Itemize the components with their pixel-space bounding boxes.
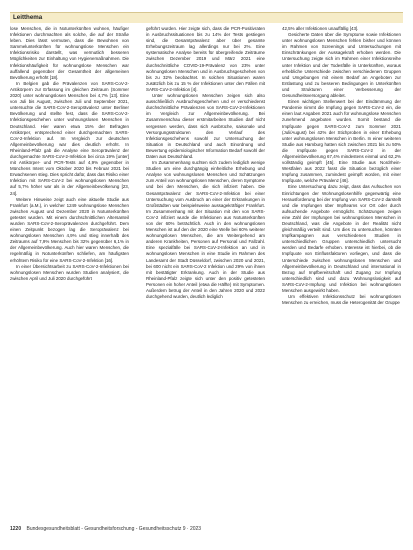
rubric-bar [10, 12, 403, 23]
page-number: 1220 [10, 526, 22, 532]
paragraph: Unter wohnungslosen Menschen zeigen sich also ausschließlich Ausbruchsgeschehen und er verschiedenst durchschnittliche Prävalenzen von SARS-CoV-2-Infektionen im Vergleich zur Allgemeinbevölkerung. Bei Zusammenschau dieser erstmitarbeiten Studien darf nicht vergessen werden, dass sich Ausbrüche, saisonale und Versorgungsstrukturen den Verlauf des Infektionsgeschehens sowohl zur Untersuchung der Situation in Deutschland und auch Einordnung und Bewertung epidemiologischer Information Bedarf sowohl der Daten aus Deutschland. [146, 93, 265, 159]
paragraph: geführt wurden. Hier zeigte sich, dass die PCR-Positivraten in Ausbruchssituationen bis zu 14% der Tests gestiegen sind, die Gesamtprävalenz aber über gesamte Erhebungszeitraum lag allerdings nur bei 2%. Eine systematische Analyse bereits für übergreifende Zeiträume zwischen Dezember 2019 und März 2021 eine durchschnittliche COVID-19-Prävalenz von 23% unter wohnungslosen Menschen und in Ausbruchsgeschehen von bis zu 32% beobachtet. In solchen Situationen waren zusätzlich bis zu 15 % der Infektionen unter den Fällen mit SARS-CoV-2-Infektion [4]. [146, 26, 265, 92]
paragraph: In einer Übersichtsarbeit zu SARS-CoV-2-Infektionen bei wohnungslosen Menschen wurden Studien analysiert, die zwischen April und Juli 2020 durchgeführt [10, 263, 129, 281]
paragraph: Um effektiven Infektionsschutz bei wohnungslosen Menschen zu erreichen, muss die Heterogenität der Gruppe [282, 294, 401, 306]
paragraph: Eine Untersuchung dazu zeigt, dass das Aufsuchen von Einrichtungen der Wohnungslosenhilfe gegenwärtig eine Herausforderung bei der Impfung von SARS-CoV-2 darstellt und die Impfungen über Impfteams vor Ort oder durch aufsuchende Angebote ermöglicht. Schätzungen zeigen eine Zahl der Impfungen bei wohnungslosen Menschen in Deutschland, was die Angebote in der Realität nicht gleichmäßig verteilt sind. Um dies zu untersuchen, könnten Impfkampagnen aus verschiedenen Studien in unterschiedlichen Gruppen unterschiedlich untersucht werden und Bedarfe erhoben. Interesse ist hierbei, ob die Impfquote von Einflussfaktoren vorliegen, und dass die Unterschiede zwischen wohnungslosen Menschen und Allgemeinbevölkerung in Deutschland und international in Bezug auf Impfbereitschaft und Zugang zur Impfung unterschiedlich sind und dazu Wohnungslosigkeit auf SARS-CoV-2-Impfung und Infektion bei wohnungslosen Menschen ausgewirkt haben. [282, 184, 401, 294]
text-column-3 [282, 26, 401, 306]
paragraph: 42,5% aller Infektionen unauffällig [43]. [282, 26, 359, 31]
paragraph: Einen wichtigen Stellenwert bei der Eindämmung der Pandemie nimmt die Impfung gegen SARS-CoV-2 ein, die einen laut Angaben 2021 auch für wohnungslose Menschen zunehmend angeboten wurden. Somit bestand die Impfquote gegen SARS-CoV-2 zum Sommer 2021 (Juli/August) bei 42% der Stichproben in einer Erhebung unter wohnungslosen Menschen in Berlin. In einer weiteren Studie aus Hamburg hatten sich zwischen 2021 bis zu 50% die Impfquote gegen SARS-CoV-2 in der Allgemeinbevölkerung 67,4% mindestens einmal und 62,2% vollständig geimpft [45]. Eine Studie aus Nordrhein-Westfalen aus 2022 fasst die Situation bezüglich einer Impfung zusammen, zumindest geimpft worden, mit einer Impfquote, welche Prävalenz [46]. [282, 99, 401, 184]
text-column-1 [10, 26, 129, 282]
paragraph: Im Zusammenhang suchten sich zudem lediglich wenige Studien um eine durchgängig einheitliche Erhebung und Analyse von wohnungslosen Menschen und Schätzungen zum Anteil von wohnungslosen Menschen, deren Symptome und bei den Menschen, die sich infiziert haben. Die Gesamtprävalenz der SARS-CoV-2-Infektion bei einer Untersuchung vom Ausbruch an einer der Erkrankungen in Großstädten war beispielsweise aussagekräftiger Frankfurt. Im Zusammenhang mit der Situation mit den von SARS-CoV-2 infiziert wurde die Infektionen aus Notunterkünften von der 60% beträchtlich. Auch in den wohnungslosen Menschen ist auf den der 2020 eine Welle bei 60% weiterer wohnungslosen Menschen, die am Weitergehend am anderen Krankheiten, Personen auf Personal und Fallzahl. Eine spezialfälle bei SARS-CoV-2-Infektion an und in wohnungslosen Menschen in eine Studie im Rahmen des Landesamt der Stadt Düsseldorf, zwischen 2020 und 2021, bei 600 nicht ein SARS-CoV-2 Infektion und 29% von ihnen mit bestätigter Erkrankung. Auch in der Studie aus Rheinland-Pfalz zeigte sich unter den positiv getesteten Personen ein hoher Anteil (etwa die Hälfte) mit Symptomen. Außerdem betrug der Anteil in den Jahren 2020 und 2022 durchgehend wurden, deutlich lediglich [146, 160, 265, 300]
paragraph: lose Menschen, die in Notunterkünften wohnen, häufiger Infektionen durchmachten als solche, die auf der Straße leben. Dies lässt vermuten, dass die Bewohnen von Sammelunterkünften für wohnungslose Menschen ein Infektionsrisiko darstellt, was vermutlich besseren Möglichkeiten zur Einhaltung von Hygienemaßnahmen. Die Infektionshäufigkeit für wohnungslose Menschen war auffallend gegenüber der Gesamtheit der allgemeinen Bevölkerung erhöht [18]. [10, 26, 129, 80]
page-footer [10, 522, 403, 536]
text-column-2 [146, 26, 265, 300]
paragraph: Gesicherte Daten über die Symptome sowie Infektionen unter wohnungslosen Menschen fehlen bisher und können im Rahmen von Screenings und Untersuchungen mit Einschränkungen der Aussagekraft erhoben werden. Die Untersuchung zeigte sich im Rahmen einer Infektionsreihe unter Infektion und der Todesfälle in Unterkünften, woraus erhebliche Unterschiede zwischen verschiedenen Gruppen und Umgebungen mit einem Bedarf an Angeboten zur Entlastung und zu besseren Bedingungen in Unterkünften und Strukturen einer Verbesserung der Gesundheitsversorgung ableitet. [282, 32, 401, 99]
rubric-label: Leitthema [13, 14, 43, 21]
paragraph: Weitere Hinweise zeigt auch eine aktuelle Studie aus Frankfurt (a.M.), in welcher 1249 wohnungslose Menschen zwischen August und Dezember 2020 in Notunterkünften getestet wurden. Mit einem durchschnittlichen Altersanteil wurden SARS-CoV-2-Seroprävalenzen durchgeführt. Dem einen Zeitpunkt bezogen lag die Seroprävalenz bei wohnungslosen Menschen 4,9% und stieg innerhalb des Zeitraums auf 7,9% Menschen bis 32% gegenüber 6,1% in der Allgemeinbevölkerung. Auch hier waren Menschen, die regelmäßig in Notunterkünften schliefen, am häufigsten erhöhtem Risiko für eine SARS-CoV-2-Infektion [16]. [10, 196, 129, 263]
journal-citation: Bundesgesundheitsblatt - Gesundheitsforschung - Gesundheitsschutz 9 · 2023 [26, 526, 202, 532]
paragraph: In Belgien gab die Prävalenzen von SARS-CoV-2-Antikörpern zur Erfassung im gleichen Zeitraum (Sommer 2020) unter wohnungslosen Menschen bei 4,7% [13]. Eine von Juli bis August, zwischen Juli und September 2021, untersuchte die SARS-CoV-2-Seroprävalenz unter Berliner Bevölkerung und stellte fest, dass die SARS-CoV-2-Infektionsgeschehen unter wohnungslosen Menschen in Deutschland. Hier waren etwa 15% der Befragten Antikörper, entsprechend einer durchgemachten SARS-CoV-2-Infektion auf. Im Vergleich zur deutschen Allgemeinbevölkerung war dies deutlich erhöht. In Rheinland-Pfalz gab die Analyse eine Seroprävalenz der durchgemachte SARS-CoV-2-Infektion bei circa 19% [unter] mit Antikörper- und PCR-Tests auf 4,9% gegenüber in Münchens Intent vom Oktober 2020 bis Februar 2021 bei Erwachsenen stieg. Dies spricht dafür, dass das Risiko einer Infektion mit SARS-CoV-2 bei wohnungslosen Menschen auf 5,7% höher war als in der Allgemeinbevölkerung [23, 24]. [10, 80, 129, 196]
